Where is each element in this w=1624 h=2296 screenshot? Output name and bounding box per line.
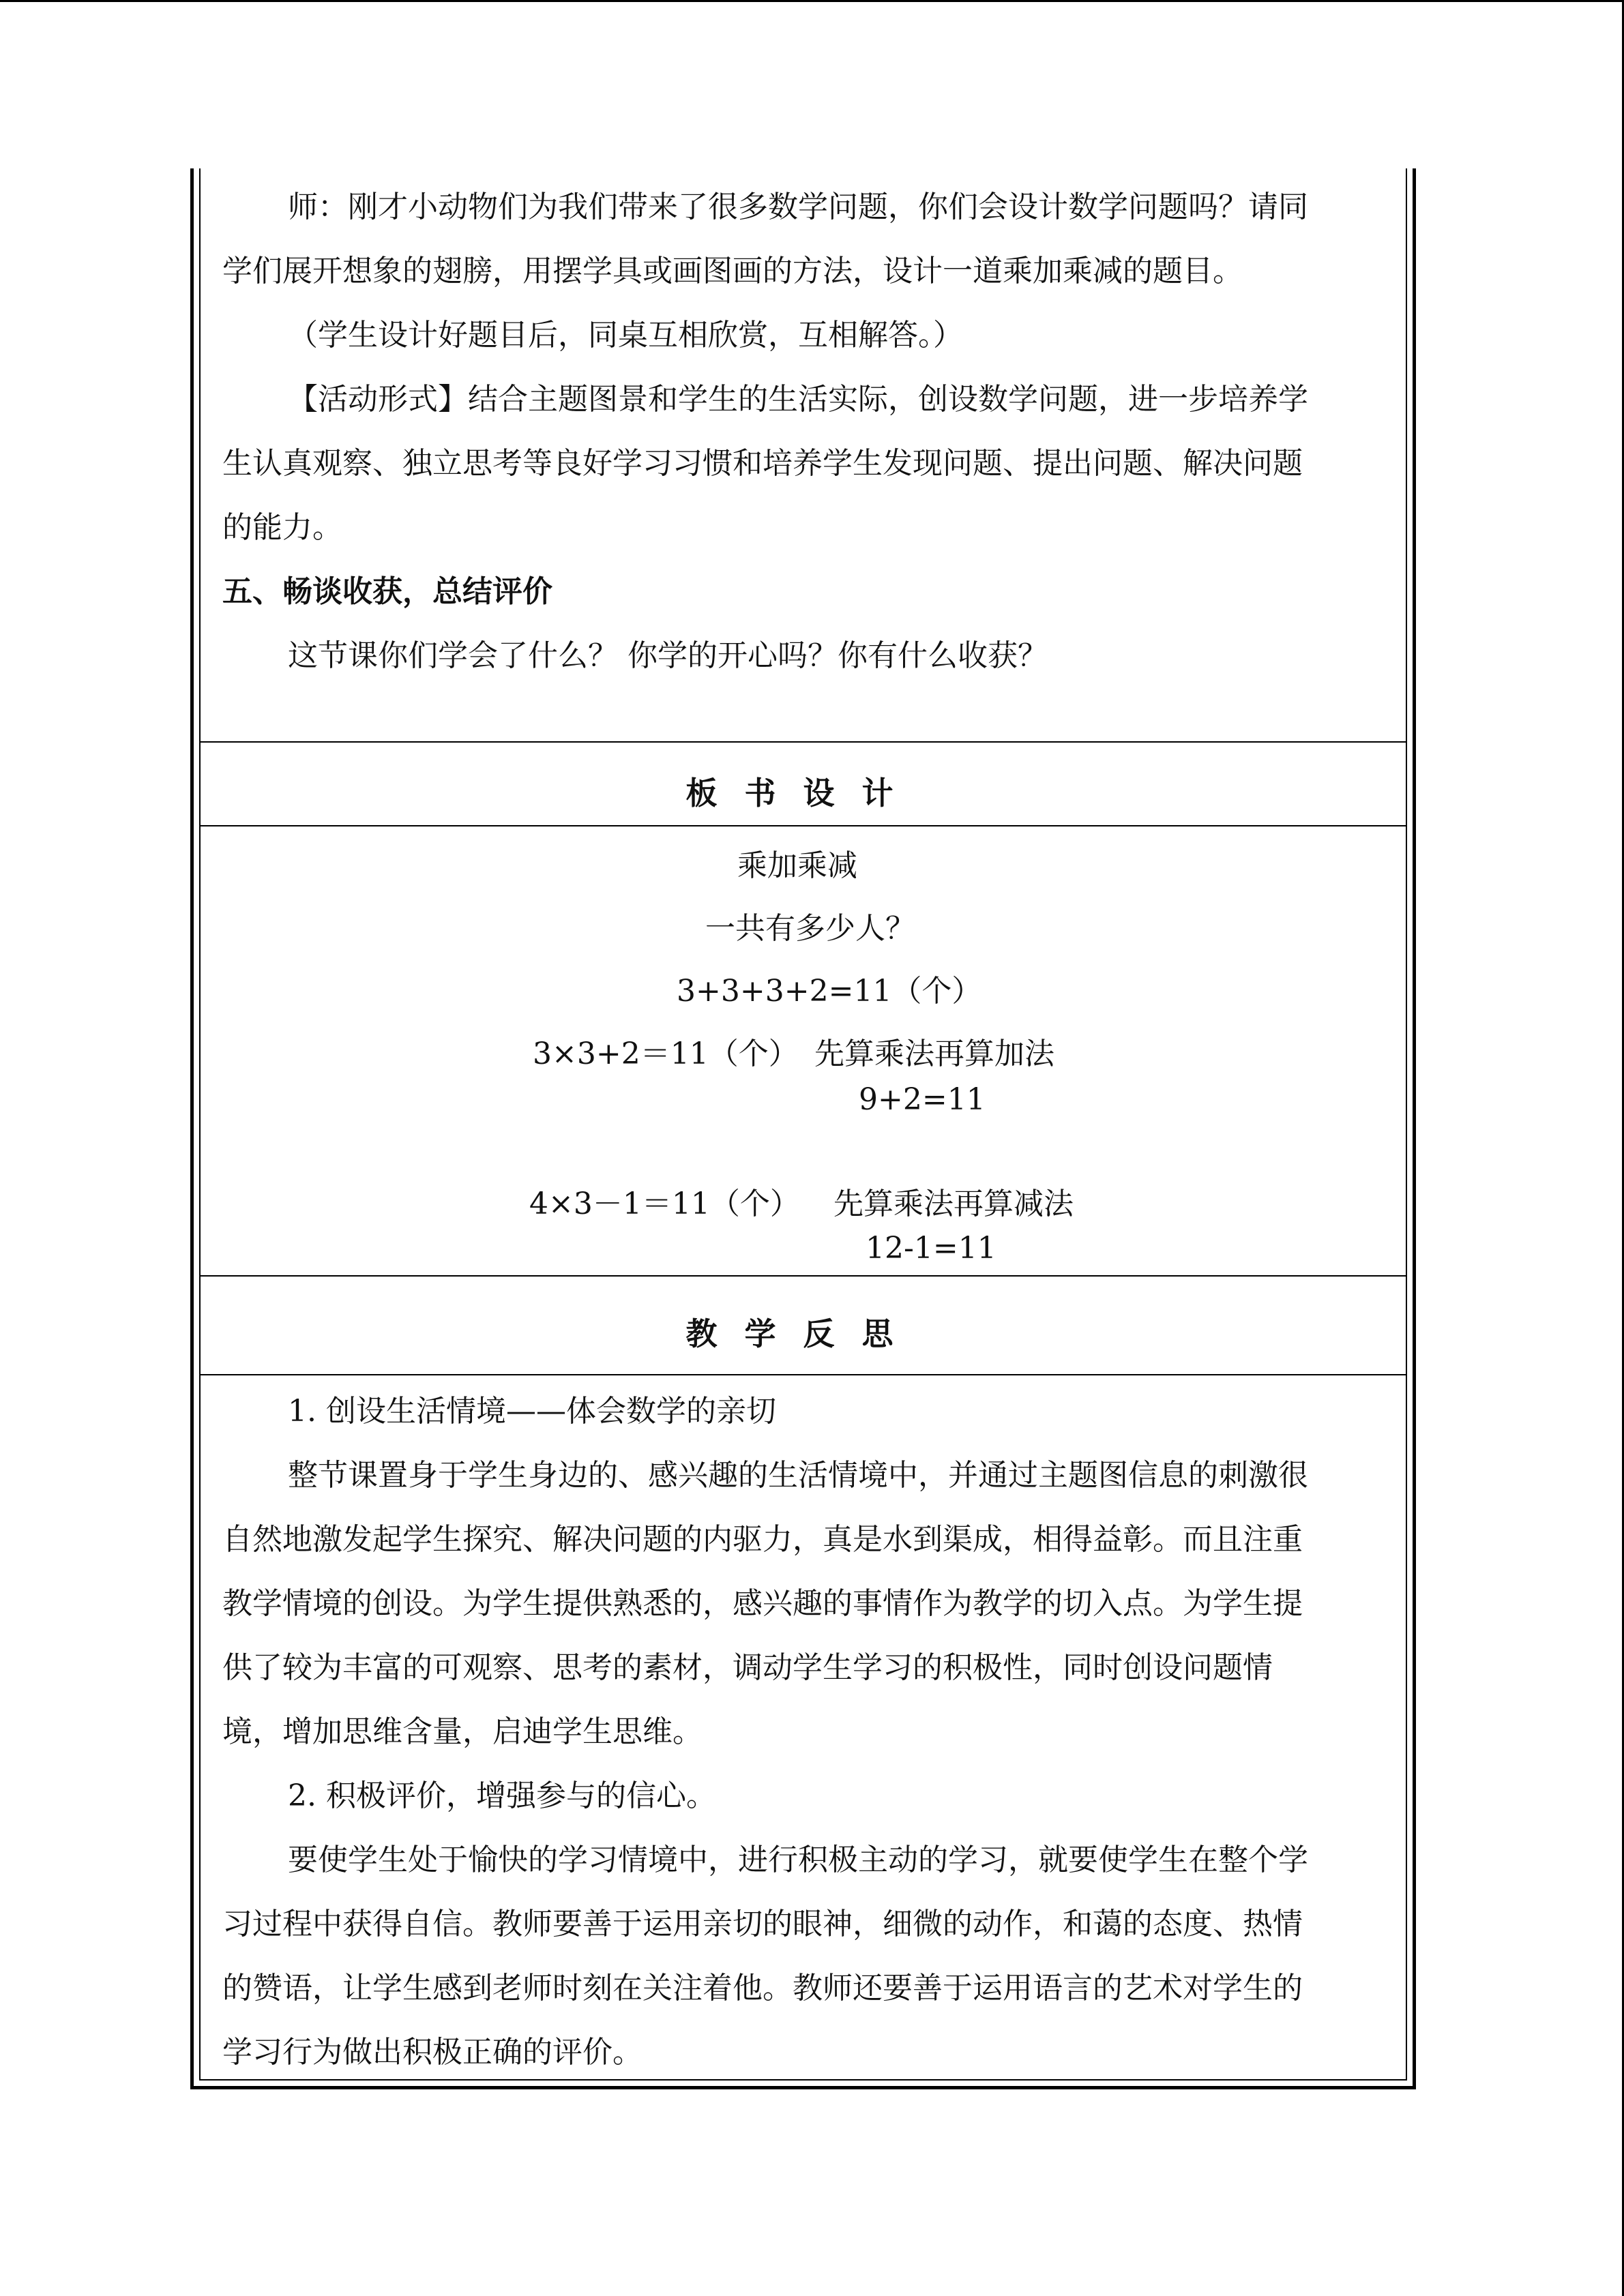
board-equation: 12-1=11	[866, 1231, 996, 1266]
reflection-paragraph: 习过程中获得自信。教师要善于运用亲切的眼神，细微的动作，和蔼的态度、热情	[222, 1907, 1303, 1941]
lesson-paragraph: 学们展开想象的翅膀，用摆学具或画图画的方法，设计一道乘加乘减的题目。	[222, 254, 1243, 288]
lesson-paragraph: （学生设计好题目后，同桌互相欣赏，互相解答。）	[288, 318, 963, 353]
reflection-paragraph: 整节课置身于学生身边的、感兴趣的生活情境中，并通过主题图信息的刺激很	[288, 1458, 1308, 1493]
reflection-paragraph: 供了较为丰富的可观察、思考的素材，调动学生学习的积极性，同时创设问题情	[222, 1650, 1273, 1685]
board-design-title: 板书设计	[685, 775, 921, 811]
reflection-paragraph: 自然地激发起学生探究、解决问题的内驱力，真是水到渠成，相得益彰。而且注重	[222, 1522, 1303, 1557]
board-note: 先算乘法再算加法	[814, 1037, 1054, 1071]
reflection-paragraph: 要使学生处于愉快的学习情境中，进行积极主动的学习，就要使学生在整个学	[288, 1843, 1308, 1877]
lesson-paragraph: 【活动形式】结合主题图景和学生的生活实际，创设数学问题，进一步培养学	[288, 382, 1308, 417]
board-equation: 9+2=11	[859, 1082, 986, 1117]
board-line: 乘加乘减	[737, 848, 857, 883]
table-divider	[201, 1374, 1406, 1375]
board-equation: 3×3+2＝11（个）	[533, 1037, 799, 1071]
reflection-paragraph: 学习行为做出积极正确的评价。	[222, 2035, 643, 2070]
reflection-item-heading: 2. 积极评价，增强参与的信心。	[288, 1778, 716, 1813]
board-equation: 3+3+3+2=11（个）	[677, 974, 982, 1009]
reflection-item-heading: 1. 创设生活情境——体会数学的亲切	[288, 1394, 776, 1429]
table-divider	[201, 1275, 1406, 1277]
board-equation: 4×3－1＝11（个）	[529, 1187, 800, 1221]
reflection-paragraph: 境，增加思维含量，启迪学生思维。	[222, 1714, 703, 1749]
lesson-text-block	[222, 175, 1402, 688]
lesson-paragraph: 师：刚才小动物们为我们带来了很多数学问题，你们会设计数学问题吗？请同	[288, 190, 1308, 224]
lesson-paragraph: 这节课你们学会了什么？ 你学的开心吗？你有什么收获？	[288, 638, 1048, 673]
table-divider	[201, 741, 1406, 743]
reflection-text-block	[222, 1380, 1402, 2085]
table-divider	[201, 825, 1406, 826]
reflection-title: 教学反思	[685, 1315, 921, 1352]
page-top-edge	[0, 0, 1624, 2]
section-heading: 五、畅谈收获，总结评价	[222, 574, 552, 609]
lesson-table-inner	[199, 168, 1407, 2081]
lesson-paragraph: 生认真观察、独立思考等良好学习习惯和培养学生发现问题、提出问题、解决问题	[222, 446, 1303, 481]
lesson-paragraph: 的能力。	[222, 510, 342, 545]
reflection-paragraph: 的赞语，让学生感到老师时刻在关注着他。教师还要善于运用语言的艺术对学生的	[222, 1971, 1303, 2006]
reflection-paragraph: 教学情境的创设。为学生提供熟悉的，感兴趣的事情作为教学的切入点。为学生提	[222, 1586, 1303, 1621]
board-line: 一共有多少人？	[705, 911, 915, 946]
board-note: 先算乘法再算减法	[833, 1187, 1074, 1221]
lesson-table	[190, 168, 1416, 2089]
